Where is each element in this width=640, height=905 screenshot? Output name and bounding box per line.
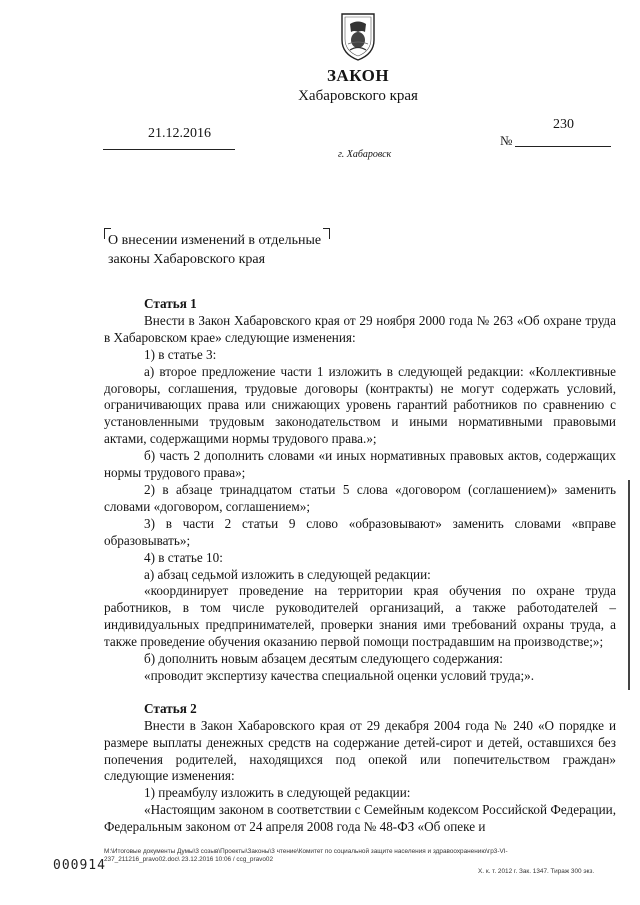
number-underline	[515, 146, 611, 147]
paragraph: 1) в статье 3:	[144, 346, 217, 362]
document-title: ЗАКОН	[326, 66, 390, 85]
footer-file-path	[104, 848, 624, 864]
paragraph: Внести в Закон Хабаровского края от 29 декабря 2004 года № 240 «О порядке и размере выплаты денежных средств на содержание детей-сирот и детей, оставшихся без попечения родителей, находящихся под опекой или попечительством граждан» следующие изменения:	[104, 717, 616, 784]
number-sign: №	[500, 133, 513, 148]
scan-edge-mark	[628, 480, 630, 690]
subject-line: законы Хабаровского края	[108, 252, 266, 267]
footer-path-line: M:\Итоговые документы Думы\3 созыв\Проекты\Законы\3 чтение\Комитет по социальной защите населения и здравоохранению\гр3-VI-	[104, 848, 508, 855]
paragraph: 1) преамбулу изложить в следующей редакции:	[144, 785, 411, 801]
article-heading: Статья 1	[144, 296, 197, 311]
paragraph: а) абзац седьмой изложить в следующей редакции:	[144, 566, 431, 582]
paragraph: «Настоящим законом в соответствии с Семейным кодексом Российской Федерации, Федеральным законом от 24 апреля 2008 года № 48-ФЗ «Об опеке и	[104, 802, 616, 835]
paragraph: Внести в Закон Хабаровского края от 29 ноября 2000 года № 263 «Об охране труда в Хабаровском крае» следующие изменения:	[104, 312, 616, 345]
article-heading: Статья 2	[144, 700, 197, 716]
city-name: г. Хабаровск	[338, 149, 392, 160]
paragraph: б) дополнить новым абзацем десятым следующего содержания:	[144, 651, 503, 667]
date-underline	[103, 149, 235, 150]
footer-path-line: 237_211216_pravo02.doc\ 23.12.2016 10:06 / ccg_pravo02	[104, 856, 274, 863]
footer-print-info: Х. к. т. 2012 г. Зак. 1347. Тираж 300 экз.	[478, 868, 595, 875]
shield-icon	[338, 10, 378, 62]
coat-of-arms-emblem	[338, 10, 378, 62]
paragraph: 4) в статье 10:	[144, 549, 223, 565]
footer-doc-number: 000914	[53, 858, 106, 873]
paragraph: «проводит экспертизу качества специальной оценки условий труда;».	[144, 667, 535, 683]
paragraph: «координирует проведение на территории края обучения по охране труда работников, в том числе руководителей организаций, а также работодателей – индивидуальных предпринимателей, проверки знания ими требований охраны труда, а также проведение обучения оказанию первой помощи пострадавшим на производстве;»;	[104, 583, 616, 650]
document-number: 230	[553, 117, 574, 132]
document-date: 21.12.2016	[148, 126, 211, 141]
paragraph: б) часть 2 дополнить словами «и иных нормативных правовых актов, содержащих нормы трудового права»;	[104, 448, 616, 481]
paragraph: а) второе предложение части 1 изложить в следующей редакции: «Коллективные договоры, соглашения, трудовые договоры (контракты) не могут содержать условий, ограничивающих права или снижающих уровень гарантий работников по сравнению с установленными трудовым законодательством и иными нормативными правовыми актами, содержащими нормы трудового права.»;	[104, 363, 616, 447]
paragraph: 2) в абзаце тринадцатом статьи 5 слова «договором (соглашением)» заменить словами «договором, соглашением»;	[104, 481, 616, 514]
subject-line: О внесении изменений в отдельные	[108, 233, 322, 248]
document-body	[104, 296, 616, 836]
document-subtitle: Хабаровского края	[298, 88, 418, 104]
document-subject	[108, 231, 368, 269]
paragraph: 3) в части 2 статьи 9 слово «образовывают» заменить словами «вправе образовывать»;	[104, 515, 616, 548]
